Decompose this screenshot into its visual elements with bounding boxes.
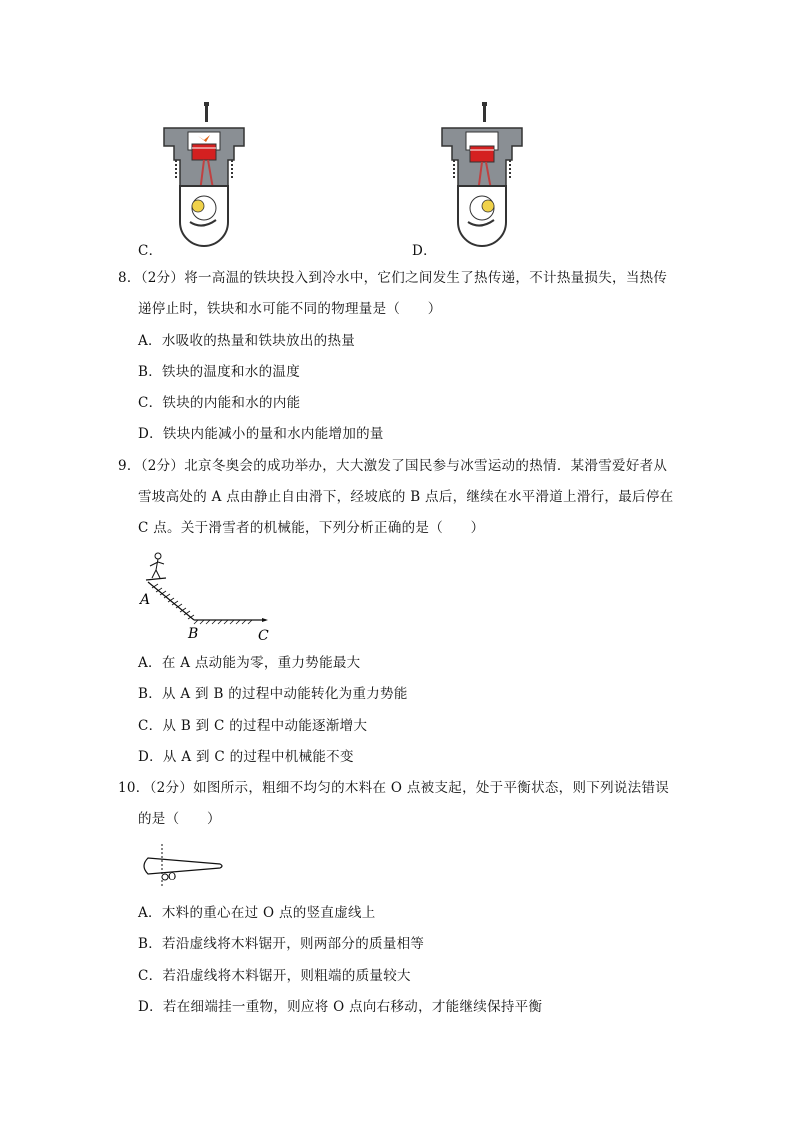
wooden-lever-diagram [138, 840, 228, 890]
q8-stem-line2: 递停止时，铁块和水可能不同的物理量是（ ） [138, 301, 442, 317]
q8-option-b: B．铁块的温度和水的温度 [138, 364, 301, 380]
q9-stem-line2: 雪坡高处的 A 点由静止自由滑下，经坡底的 B 点后，继续在水平滑道上滑行，最后停在 [138, 489, 674, 505]
q10-option-d: D．若在细端挂一重物，则应将 O 点向右移动，才能继续保持平衡 [138, 999, 543, 1015]
q9-option-d: D．从 A 到 C 的过程中机械能不变 [138, 749, 354, 765]
q8-stem-line1: 8．（2分）将一高温的铁块投入到冷水中，它们之间发生了热传递，不计热量损失，当热传 [118, 270, 668, 286]
option-c-label: C． [138, 243, 163, 259]
ski-slope-diagram [138, 548, 278, 644]
pivot-o-label: O [168, 872, 177, 883]
q8-option-d: D．铁块内能减小的量和水内能增加的量 [138, 426, 384, 442]
engine-diagram-d [436, 100, 528, 255]
engine-diagram-c [158, 100, 250, 255]
q9-option-b: B．从 A 到 B 的过程中动能转化为重力势能 [138, 686, 408, 702]
q10-option-b: B．若沿虚线将木料锯开，则两部分的质量相等 [138, 936, 425, 952]
q8-option-c: C．铁块的内能和水的内能 [138, 395, 301, 411]
q10-stem-line1: 10．（2分）如图所示，粗细不均匀的木料在 O 点被支起，处于平衡状态，则下列说法错误 [118, 780, 670, 796]
q10-option-a: A．木料的重心在过 O 点的竖直虚线上 [138, 905, 376, 921]
point-a-label: A [140, 592, 151, 608]
q8-option-a: A．水吸收的热量和铁块放出的热量 [138, 333, 356, 349]
q9-stem-line1: 9．（2分）北京冬奥会的成功举办，大大激发了国民参与冰雪运动的热情．某滑雪爱好者从 [118, 458, 668, 474]
point-b-label: B [188, 626, 199, 642]
q10-option-c: C．若沿虚线将木料锯开，则粗端的质量较大 [138, 968, 411, 984]
q9-option-c: C．从 B 到 C 的过程中动能逐渐增大 [138, 718, 368, 734]
option-d-label: D． [412, 243, 437, 259]
point-c-label: C [258, 628, 269, 644]
q9-stem-line3: C 点。关于滑雪者的机械能，下列分析正确的是（ ） [138, 520, 485, 536]
q9-option-a: A．在 A 点动能为零，重力势能最大 [138, 655, 361, 671]
q10-stem-line2: 的是（ ） [138, 811, 221, 827]
